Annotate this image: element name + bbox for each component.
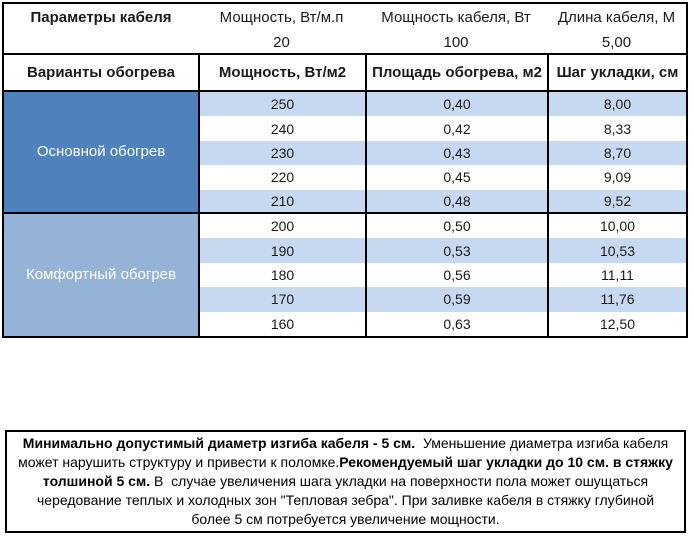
cell-step: 8,70	[547, 141, 686, 165]
param-cable-power-cell	[365, 4, 547, 53]
cable-params-title: Параметры кабеля	[30, 9, 172, 26]
cell-area: 0,43	[365, 141, 547, 165]
cell-area: 0,48	[365, 190, 547, 214]
warning-note-text	[17, 434, 677, 529]
cell-area: 0,45	[365, 165, 547, 189]
cell-power: 200	[198, 214, 365, 238]
param-power-per-m-cell	[198, 4, 365, 53]
cell-step: 11,11	[547, 263, 686, 287]
cell-power: 250	[198, 92, 365, 116]
header-power: Мощность, Вт/м2	[198, 55, 365, 90]
cable-params-section	[4, 4, 686, 55]
cell-step: 8,33	[547, 116, 686, 140]
cell-step: 10,53	[547, 238, 686, 262]
warning-note-block	[5, 430, 686, 533]
cell-power: 190	[198, 238, 365, 262]
note-segment: Уменьшение диаметра изгиба кабеля может нарушить структуру и привести к поломке.	[18, 435, 673, 470]
note-segment-bold: Минимально допустимый диаметр изгиба кабеля - 5 см.	[22, 435, 416, 451]
param-cable-power-label: Мощность кабеля, Вт	[381, 9, 531, 26]
cell-area: 0,56	[365, 263, 547, 287]
cell-step: 8,00	[547, 92, 686, 116]
param-power-per-m-value: 20	[273, 34, 290, 51]
header-step: Шаг укладки, см	[547, 55, 686, 90]
group-label: Основной обогрев	[4, 92, 198, 214]
param-cable-length-cell	[547, 4, 686, 53]
header-area: Площадь обогрева, м2	[365, 55, 547, 90]
param-cable-length-label: Длина кабеля, М	[557, 9, 676, 26]
cell-step: 9,52	[547, 190, 686, 214]
cable-params-title-cell	[4, 4, 198, 53]
param-cable-length-value: 5,00	[601, 34, 632, 51]
cell-power: 160	[198, 312, 365, 336]
cell-area: 0,50	[365, 214, 547, 238]
cell-power: 210	[198, 190, 365, 214]
header-variants: Варианты обогрева	[27, 64, 175, 81]
param-cable-power-value: 100	[443, 34, 469, 51]
cell-area: 0,63	[365, 312, 547, 336]
cell-area: 0,59	[365, 287, 547, 311]
group-label: Комфортный обогрев	[4, 214, 198, 336]
heating-header-row	[4, 55, 686, 92]
cell-power: 170	[198, 287, 365, 311]
cell-area: 0,42	[365, 116, 547, 140]
cell-power: 220	[198, 165, 365, 189]
heating-grid	[4, 92, 686, 336]
cell-power: 240	[198, 116, 365, 140]
param-power-per-m-label: Мощность, Вт/м.п	[219, 9, 344, 26]
cell-step: 12,50	[547, 312, 686, 336]
cell-area: 0,53	[365, 238, 547, 262]
cell-power: 180	[198, 263, 365, 287]
note-segment-bold: Рекомендуемый шаг укладки до 10 см. в стяжку толшиной 5 см.	[42, 454, 677, 489]
cell-step: 9,09	[547, 165, 686, 189]
cell-power: 230	[198, 141, 365, 165]
cell-area: 0,40	[365, 92, 547, 116]
note-segment: В случае увеличения шага укладки на поверхности пола может ошущаться чередование теплых и холодных зон "Тепловая зебра". При заливке кабеля в стяжку глубиной более 5 см потребуется увеличение мощности.	[36, 473, 658, 527]
cable-table	[2, 2, 688, 338]
cell-step: 11,76	[547, 287, 686, 311]
cell-step: 10,00	[547, 214, 686, 238]
